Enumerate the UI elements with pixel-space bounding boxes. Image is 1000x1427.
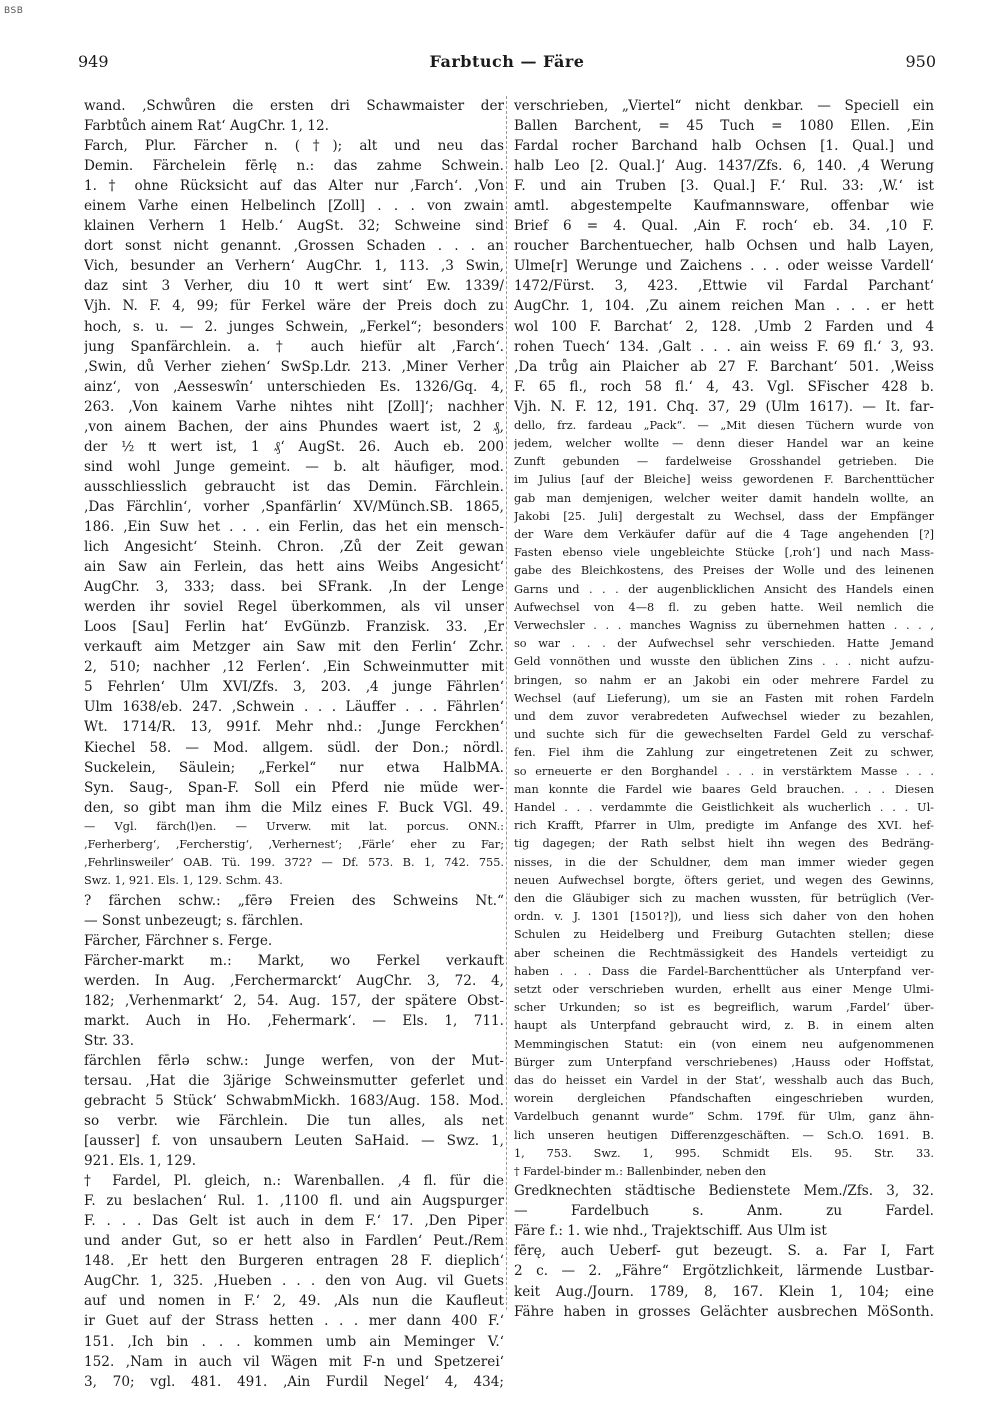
text-line: Wt. 1714/R. 13, 991f. Mehr nhd.: ‚Junge Ferckhen‘ [84, 719, 504, 736]
text-line: 263. ‚Von kainem Varhe nihtes niht [Zoll]‘; nachher [84, 398, 504, 415]
text-line: † Fardel, Pl. gleich, n.: Warenballen. ‚4 fl. für die [84, 1173, 504, 1190]
text-line: 182; ‚Verhenmarkt‘ 2, 54. Aug. 157, der spätere Obst- [84, 992, 504, 1009]
text-line: ainz‘, von ‚Aesseswîn‘ unterschieden Es. 1326/Gq. 4, [84, 378, 504, 395]
text-line: Färe f.: 1. wie nhd., Trajektschiff. Aus Ulm ist [514, 1223, 827, 1240]
text-line: halb Leo [2. Qual.]‘ Aug. 1437/Zfs. 6, 140. ‚4 Werung [514, 158, 934, 175]
text-line: und dem zuvor verabredeten Aufwechsel wieder zu bezahlen, [514, 710, 934, 723]
text-line: lich unseren heutigen Differenzgeschäften. — Sch.O. 1691. B. [514, 1128, 934, 1142]
text-line: F. 65 fl., roch 58 fl.‘ 4, 43. Vgl. SFischer 428 b. [514, 378, 934, 395]
text-line: Wechsel (auf Lieferung), um sie an Fasten mit rohen Fardeln [514, 691, 934, 705]
text-line: das do heisset ein Vardel in der Stat‘, wesshalb auch das Buch, [514, 1074, 934, 1088]
text-line: fērę, auch Ueberf- gut bezeugt. S. a. Far I, Fart [514, 1243, 934, 1260]
text-line: ? färchen schw.: „fērə Freien des Schweins Nt.“ [84, 892, 504, 909]
text-line: Fähre haben in grosses Gelächter ausbrechen MöSonth. [514, 1303, 934, 1320]
text-line: Demin. Färchelein fērlę n.: das zahme Schwein. [84, 158, 504, 175]
text-line: lich Angesicht‘ Steinh. Chron. ‚Zů der Zeit gewan [84, 539, 504, 556]
text-line: ‚Fehrlinsweiler‘ OAB. Tü. 199. 372? — Df. 573. B. 1, 742. 755. [84, 856, 504, 870]
page-title: Farbtuch — Färe [429, 52, 585, 71]
text-line: F. und ain Truben [3. Qual.] F.‘ Rul. 33: ‚W.‘ ist [514, 178, 934, 195]
right-column [514, 96, 934, 1322]
text-line: und suchte sich für die gewechselten Fardel Geld zu verschaf- [514, 728, 934, 742]
text-line: tersau. ‚Hat die 3järige Schweinsmutter geferlet und [84, 1072, 504, 1089]
text-line: man konnte die Fardel wie baares Geld brauchen. . . . Diesen [514, 782, 934, 796]
text-line: haben . . . Dass die Fardel-Barchenttücher als Unterpfand ver- [514, 964, 934, 978]
text-line: 3, 70; vgl. 481. 491. ‚Ain Furdil Negel‘ 4, 434; [84, 1373, 504, 1390]
text-line: Handel . . . verdammte die Geistlichkeit als wucherlich . . . Ul- [514, 801, 934, 815]
text-line: Färcher, Färchner s. Ferge. [84, 932, 273, 949]
text-line: 186. ‚Ein Suw het . . . ein Ferlin, das het ein mensch- [84, 518, 504, 535]
text-line: 2 c. — 2. „Fähre“ Ergötzlichkeit, lärmende Lustbar- [514, 1263, 934, 1280]
text-line: jedem, welcher wollte — denn dieser Handel war an keine [514, 436, 934, 450]
text-line: auf und nomen in F.‘ 2, 49. ‚Als nun die Kaufleut [84, 1293, 504, 1310]
text-line: ‚Swin, dů Verher ziehen‘ SwSp.Ldr. 213. ‚Miner Verher [84, 358, 504, 375]
text-line: Zunft gebunden — fardelweise Grosshandel getrieben. Die [514, 455, 934, 469]
text-line: Suckelein, Säulein; „Ferkel“ nur etwa HalbMA. [84, 759, 504, 776]
text-line: rohen Tuech‘ 134. ‚Galt . . . ain weiss F. 69 fl.‘ 3, 93. [514, 338, 934, 355]
left-column [84, 96, 504, 1392]
text-line: Färcher-markt m.: Markt, wo Ferkel verkauft [84, 952, 504, 969]
text-line: Loos [Sau] Ferlin hat‘ EvGünzb. Franzisk. 33. ‚Er [84, 619, 504, 636]
text-line: Brief 6 = 4. Qual. ‚Ain F. roch‘ eb. 34. ‚10 F. [514, 218, 934, 235]
text-line: ‚Das Färchlin‘, vorher ‚Spanfärlin‘ XV/Münch.SB. 1865, [84, 498, 504, 515]
text-line: AugChr. 1, 325. ‚Hueben . . . den von Aug. vil Guets [84, 1273, 504, 1290]
text-line: ‚von ainem Bachen, der ains Phundes waert ist, 2 ₰, [84, 418, 504, 435]
text-line: werden. In Aug. ‚Ferchermarckt‘ AugChr. 3, 72. 4, [84, 972, 504, 989]
text-line: scher Urkunden; so ist es begreiflich, warum ‚Fardel‘ über- [514, 1001, 934, 1015]
text-line: 921. Els. 1, 129. [84, 1153, 197, 1170]
page-header [78, 52, 936, 78]
text-line: Kiechel 58. — Mod. allgem. südl. der Don.; nördl. [84, 739, 504, 756]
text-line: wol 100 F. Barchat‘ 2, 128. ‚Umb 2 Farden und 4 [514, 318, 934, 335]
text-line: 152. ‚Nam in auch vil Wägen mit F-n und Spetzerei‘ [84, 1353, 504, 1370]
text-line: rich Krafft, Pfarrer in Ulm, predigte im Anfange des XVI. hef- [514, 819, 934, 833]
text-line: [ausser] f. von unsaubern Leuten SaHaid. — Swz. 1, [84, 1133, 504, 1150]
text-line: 1. † ohne Rücksicht auf das Alter nur ‚Farch‘. ‚Von [84, 178, 504, 195]
text-line: klainen Verhern 1 Helb.‘ AugSt. 32; Schweine sind [84, 218, 504, 235]
text-line: daz sint 3 Verher, diu 10 ₶ wert sint‘ Ew. 1339/ [84, 278, 504, 295]
text-line: ir Guet auf der Strass hetten . . . mer dann 400 F.‘ [84, 1313, 504, 1330]
text-line: 2, 510; nachher ‚12 Ferlen‘. ‚Ein Schweinmutter mit [84, 659, 504, 676]
text-line: so war . . . der Aufwechsel sehr verschieden. Hatte Jemand [514, 637, 934, 651]
text-line: der Ware dem Verkäufer dafür auf die 4 Tage angehenden [?] [514, 527, 934, 541]
text-line: Verwechsler . . . manches Wagniss zu übernehmen hatten . . . , [514, 618, 934, 632]
page-number-left: 949 [78, 52, 109, 71]
text-line: dort sonst nicht genannt. ‚Grossen Schaden . . . an [84, 238, 504, 255]
text-line: setzt oder verschrieben wurden, erhellt aus einer Menge Ulmi- [514, 983, 934, 997]
text-line: ausschliesslich gebraucht ist das Demin. Färchlein. [84, 478, 504, 495]
text-line: neuen Aufwechsel borgte, öfters geriet, und wegen des Gewinns, [514, 873, 934, 887]
text-line: — Vgl. färch(l)en. — Urverw. mit lat. porcus. ONN.: [84, 819, 504, 833]
text-line: ain Saw ain Ferlein, das hett ains Weibs Angesicht‘ [84, 559, 504, 576]
text-line: einem Varhe einen Helbelinch [Zoll] . . . von zwain [84, 198, 504, 215]
text-line: haupt als Unterpfand gebraucht wird, z. B. in einem alten [514, 1019, 934, 1033]
text-line: Fardal rocher Barchand halb Ochsen [1. Qual.] und [514, 138, 934, 155]
text-line: aber scheinen die Rechtmässigkeit des Handels verteidigt zu [514, 946, 934, 960]
text-line: gebracht 5 Stück‘ SchwabmMickh. 1683/Aug. 158. Mod. [84, 1092, 504, 1109]
text-line: Bürger zum Unterpfand verschriebenes) ‚Hauss oder Hoffstat, [514, 1055, 934, 1069]
text-line: den die Gläubiger sich zu machen wussten, für betrüglich (Ver- [514, 892, 934, 906]
text-line: roucher Barchentuecher, halb Ochsen und halb Layen, [514, 238, 934, 255]
text-line: fen. Fiel ihm die Zahlung zur eingetretenen Zeit zu schwer, [514, 746, 934, 760]
text-line: Jakobi [25. Juli] dergestalt zu Wechsel, dass der Empfänger [514, 509, 934, 523]
text-line: gab man demjenigen, welcher weiter damit handeln wollte, an [514, 491, 934, 505]
text-line: ‚Ferherberg‘, ‚Fercherstig‘, ‚Verhernest‘; ‚Färle‘ eher zu Far; [84, 837, 504, 851]
text-line: Ulm 1638/eb. 247. ‚Schwein . . . Läuffer . . . Fährlen‘ [84, 699, 504, 716]
library-stamp: BSB [4, 6, 24, 16]
page-number-right: 950 [905, 52, 936, 71]
text-line: bringen, so nahm er an Jakobi ein oder mehrere Fardel zu [514, 673, 934, 687]
text-line: Ballen Barchent, = 45 Tuch = 1080 Ellen. ‚Ein [514, 118, 934, 135]
text-line: AugChr. 1, 104. ‚Zu ainem reichen Man . . . er hett [514, 298, 934, 315]
text-line: der ½ ₶ wert ist, 1 ₰‘ AugSt. 26. Auch eb. 200 [84, 438, 504, 455]
text-line: im Julius [auf der Bleiche] weiss gewordenen F. Barchenttücher [514, 473, 934, 487]
text-line: nisses, in die der Schuldner, dem man immer wieder gegen [514, 855, 934, 869]
text-line: — Sonst unbezeugt; s. färchlen. [84, 912, 304, 929]
text-line: Farbtůch ainem Rat‘ AugChr. 1, 12. [84, 118, 329, 135]
text-line: 148. ‚Er hett den Burgeren entragen 28 F. dieplich‘ [84, 1253, 504, 1270]
text-line: Vich, besunder an Verhern‘ AugChr. 1, 113. ‚3 Swin, [84, 258, 504, 275]
text-line: F. . . . Das Gelt ist auch in dem F.‘ 17. ‚Den Piper [84, 1213, 504, 1230]
text-line: verkauft aim Metzger ain Saw mit den Ferlin‘ Zchr. [84, 639, 504, 656]
text-line: ‚Da trůg ain Plaicher ab 27 F. Barchant‘ 501. ‚Weiss [514, 358, 934, 375]
text-line: färchlen fērlə schw.: Junge werfen, von der Mut- [84, 1052, 504, 1069]
text-line: † Fardel-binder m.: Ballenbinder, neben den [514, 1165, 767, 1179]
text-line: sind wohl Junge gemeint. — b. alt häufiger, mod. [84, 458, 504, 475]
text-line: amtl. abgestempelte Kaufmannsware, offenbar wie [514, 198, 934, 215]
text-line: wand. ‚Schwůren die ersten dri Schawmaister der [84, 98, 504, 114]
text-line: Ulme[r] Werunge und Zaichens . . . oder weisse Vardell‘ [514, 258, 934, 275]
text-line: Str. 33. [84, 1032, 135, 1049]
text-line: so erneuerte er den Borghandel . . . in verstärktem Masse . . . [514, 764, 934, 778]
text-line: 1, 753. Swz. 1, 995. Schmidt Els. 95. Str. 33. [514, 1146, 934, 1160]
column-divider [506, 96, 507, 1310]
text-line: hoch, s. u. — 2. junges Schwein, „Ferkel“; besonders [84, 318, 504, 335]
text-line: worein dergleichen Pfandschaften eingeschrieben wurden, [514, 1092, 934, 1106]
text-line: dello, frz. fardeau „Pack“. — „Mit diesen Tüchern wurde von [514, 418, 934, 432]
text-line: Schulen zu Heidelberg und Freiburg Gutachten stellen; diese [514, 928, 934, 942]
text-line: 1472/Fürst. 3, 423. ‚Ettwie vil Fardal Parchant‘ [514, 278, 934, 295]
text-line: AugChr. 3, 333; dass. bei SFrank. ‚In der Lenge [84, 579, 504, 596]
text-line: ordn. v. J. 1301 [1501?]), und liess sich daher von den hohen [514, 910, 934, 924]
text-line: Vjh. N. F. 4, 99; für Ferkel wäre der Preis doch zu [84, 298, 504, 315]
text-line: Farch, Plur. Färcher n. (†); alt und neu das [84, 138, 504, 155]
text-line: Memmingischen Statut: ein (von einem neu aufgenommenen [514, 1037, 934, 1051]
text-line: Swz. 1, 921. Els. 1, 129. Schm. 43. [84, 874, 283, 888]
text-line: markt. Auch in Ho. ‚Fehermark‘. — Els. 1, 711. [84, 1012, 504, 1029]
text-line: Geld vonnöthen und wusste den üblichen Zins . . . nicht aufzu- [514, 655, 934, 669]
text-line: keit Aug./Journ. 1789, 8, 167. Klein 1, 104; eine [514, 1283, 934, 1300]
text-line: so verbr. wie Färchlein. Die tun alles, als net [84, 1113, 504, 1130]
text-line: Gredknechten städtische Bedienstete Mem./Zfs. 3, 32. [514, 1183, 934, 1200]
text-line: werden ihr soviel Regel überkommen, als vil unser [84, 599, 504, 616]
text-line: Vjh. N. F. 12, 191. Chq. 37, 29 (Ulm 1617). — It. far- [514, 398, 934, 415]
text-line: verschrieben, „Viertel“ nicht denkbar. — Speciell ein [514, 98, 934, 114]
text-line: tig dagegen; der Rath selbst hielt ihn wegen des Bedräng- [514, 837, 934, 851]
text-line: und ander Gut, so er hett also in Fardlen‘ Peut./Rem [84, 1233, 504, 1250]
text-line: Aufwechsel von 4—8 fl. zu geben hatte. Weil nemlich die [514, 600, 934, 614]
text-line: gabe des Bleichkostens, des Preises der Wolle und des leinenen [514, 564, 934, 578]
text-line: 5 Fehrlen‘ Ulm XVI/Zfs. 3, 203. ‚4 junge Fährlen‘ [84, 679, 504, 696]
text-line: — Fardelbuch s. Anm. zu Fardel. [514, 1203, 934, 1220]
text-line: den, so gibt man ihm die Milz eines F. Buck VGl. 49. [84, 799, 504, 816]
text-line: Garns und . . . der augenblicklichen Ansicht des Handels einen [514, 582, 934, 596]
text-line: Syn. Saug-, Span-F. Soll ein Pferd nie müde wer- [84, 779, 504, 796]
text-line: 151. ‚Ich bin . . . kommen umb ain Meminger V.‘ [84, 1333, 504, 1350]
text-line: Fasten ebenso viele ungebleichte Stücke [‚roh‘] und nach Mass- [514, 546, 934, 560]
text-line: jung Spanfärchlein. a. † auch hiefür alt ‚Farch‘. [84, 338, 504, 355]
text-line: Vardelbuch genannt wurde“ Schm. 179f. für Ulm, ganz ähn- [514, 1110, 934, 1124]
text-line: F. zu beslachen‘ Rul. 1. ‚1100 fl. und ain Augspurger [84, 1193, 504, 1210]
